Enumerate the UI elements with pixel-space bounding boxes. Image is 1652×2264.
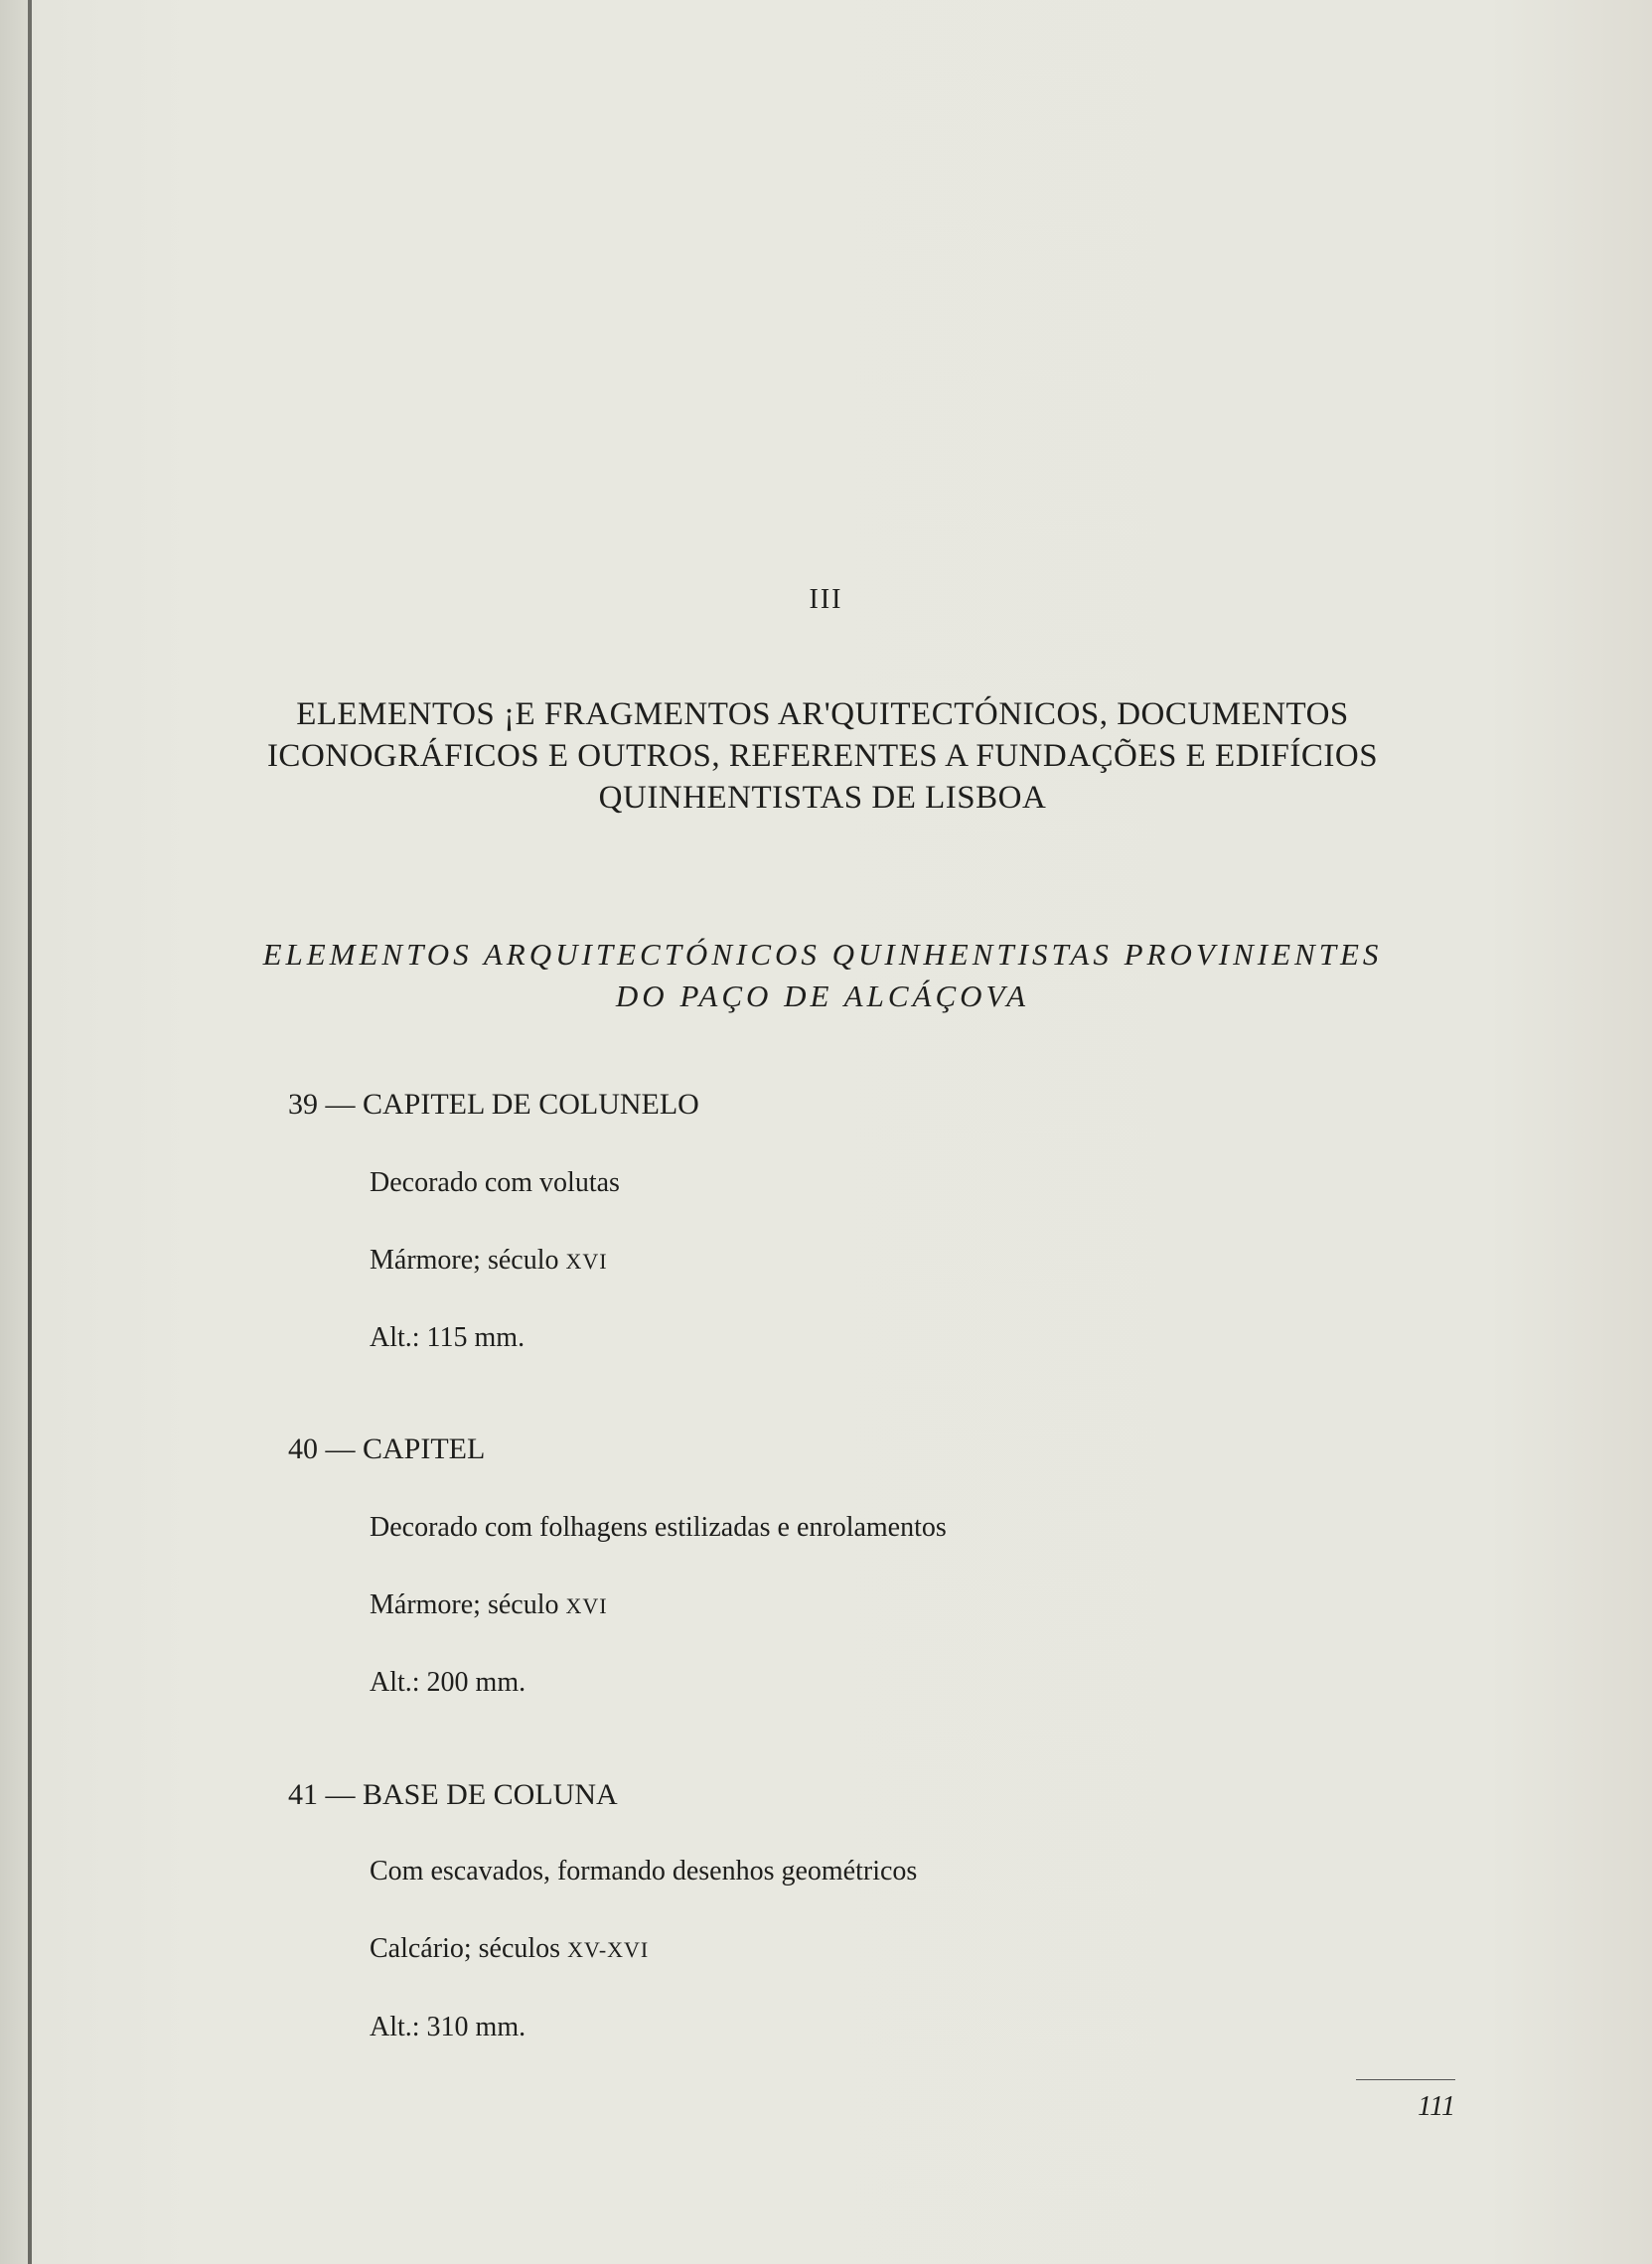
entry-39-material-text: Mármore; século	[370, 1245, 559, 1276]
entry-41-description: Com escavados, formando desenhos geométricos	[370, 1856, 918, 1887]
entry-39-height: Alt.: 115 mm.	[370, 1322, 526, 1353]
entry-40-material-text: Mármore; século	[370, 1589, 559, 1620]
subtitle-line-2: DO PAÇO DE ALCÁÇOVA	[615, 979, 1030, 1013]
entry-40-description: Decorado com folhagens estilizadas e enrolamentos	[370, 1512, 947, 1543]
entry-39-century: XVI	[565, 1249, 608, 1274]
entry-41-material-text: Calcário; séculos	[370, 1933, 561, 1964]
entry-40-height: Alt.: 200 mm.	[370, 1667, 526, 1698]
entry-40-heading: 40 — CAPITEL	[288, 1433, 486, 1465]
page-number: 111	[1418, 2091, 1455, 2122]
subtitle-line-1: ELEMENTOS ARQUITECTÓNICOS QUINHENTISTAS PROVINIENTES	[262, 937, 1383, 972]
entry-39-description: Decorado com volutas	[370, 1167, 620, 1198]
main-title-line-1: ELEMENTOS ¡E FRAGMENTOS AR'QUITECTÓNICOS, DOCUMENTOS	[296, 696, 1349, 732]
binding-shadow	[0, 0, 28, 2264]
entry-40-century: XVI	[565, 1593, 608, 1618]
section-number: III	[809, 584, 843, 615]
main-title	[187, 693, 1458, 819]
main-title-line-3: QUINHENTISTAS DE LISBOA	[598, 780, 1047, 816]
main-title-line-2: ICONOGRÁFICOS E OUTROS, REFERENTES A FUNDAÇÕES E EDIFÍCIOS	[266, 738, 1379, 774]
entry-41-heading: 41 — BASE DE COLUNA	[288, 1778, 618, 1811]
section-subtitle	[187, 934, 1458, 1017]
page-number-rule	[1356, 2079, 1455, 2080]
entry-41-material	[370, 1933, 649, 1965]
entry-39-material	[370, 1245, 608, 1277]
entry-41-height: Alt.: 310 mm.	[370, 2012, 526, 2042]
binding-edge	[28, 0, 32, 2264]
entry-40-material	[370, 1589, 608, 1621]
entry-39-heading: 39 — CAPITEL DE COLUNELO	[288, 1088, 699, 1121]
entry-41-century: XV-XVI	[567, 1937, 650, 1962]
